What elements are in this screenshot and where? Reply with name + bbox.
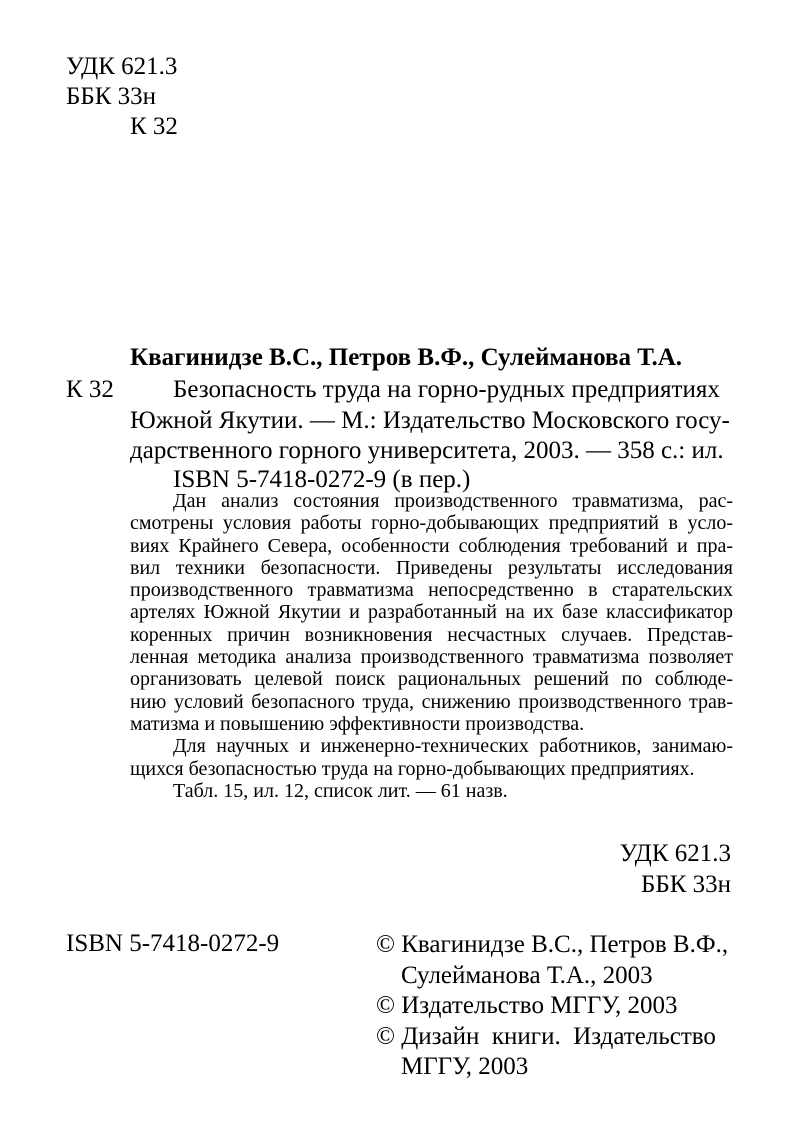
entry-title-line-3: дарственного горного университета, 2003. — 358 с.: ил. bbox=[130, 437, 724, 464]
copyright-design-line-2: МГГУ, 2003 bbox=[401, 1053, 529, 1080]
annotation-line: ленная методика анализа производственного травматизма позволяет bbox=[130, 646, 733, 669]
isbn-bottom: ISBN 5-7418-0272-9 bbox=[66, 930, 280, 957]
annotation-line: вил техники безопасности. Приведены результаты исследования bbox=[130, 556, 733, 579]
annotation-line: матизма и повышению эффективности производства. bbox=[130, 712, 585, 735]
annotation-line: Дан анализ состояния производственного травматизма, рас- bbox=[173, 490, 733, 512]
annotation-line: смотрены условия работы горно-добывающих предприятий в усло- bbox=[130, 512, 733, 535]
annotation-line: производственного травматизма непосредственно в старательских bbox=[130, 579, 733, 602]
copyright-block bbox=[376, 930, 728, 1083]
copyright-authors-line-1: © Квагинидзе В.С., Петров В.Ф., bbox=[376, 931, 729, 958]
annotation-line: щихся безопасностью труда на горно-добывающих предприятиях. bbox=[130, 757, 695, 780]
author-mark-top: К 32 bbox=[130, 113, 178, 140]
udk-code-bottom: УДК 621.3 bbox=[619, 840, 731, 867]
bbk-code-bottom: ББК 33н bbox=[640, 871, 731, 898]
annotation bbox=[130, 490, 733, 802]
annotation-line: виях Крайнего Севера, особенности соблюдения требований и пра- bbox=[130, 534, 733, 557]
entry-author-mark: К 32 bbox=[66, 376, 114, 403]
udk-code-top: УДК 621.3 bbox=[66, 53, 178, 80]
copyright-publisher: © Издательство МГГУ, 2003 bbox=[376, 992, 678, 1019]
entry-title-line-2: Южной Якутии. — М.: Издательство Московского госу- bbox=[130, 407, 730, 434]
copyright-authors-line-2: Сулейманова Т.А., 2003 bbox=[401, 961, 653, 989]
entry-title-line-1: Безопасность труда на горно-рудных предприятиях bbox=[173, 376, 720, 403]
annotation-line: коренных причин возникновения несчастных случаев. Представ- bbox=[130, 623, 733, 646]
classification-codes-top bbox=[66, 52, 178, 142]
annotation-tables-note: Табл. 15, ил. 12, список лит. — 61 назв. bbox=[173, 779, 508, 802]
bbk-code-top: ББК 33н bbox=[66, 83, 157, 110]
entry-authors: Квагинидзе В.С., Петров В.Ф., Сулейманова Т.А. bbox=[130, 344, 683, 371]
copyright-design-line-1: © Дизайн книги. Издательство bbox=[376, 1022, 716, 1050]
annotation-line: Для научных и инженерно-технических работников, занимаю- bbox=[173, 735, 733, 758]
annotation-line: артелях Южной Якутии и разработанный на их базе классификатор bbox=[130, 601, 733, 624]
entry-isbn: ISBN 5-7418-0272-9 (в пер.) bbox=[173, 466, 471, 493]
annotation-line: организовать целевой поиск рациональных решений по соблюде- bbox=[130, 668, 733, 691]
annotation-line: нию условий безопасного труда, снижению производственного трав- bbox=[130, 690, 733, 713]
